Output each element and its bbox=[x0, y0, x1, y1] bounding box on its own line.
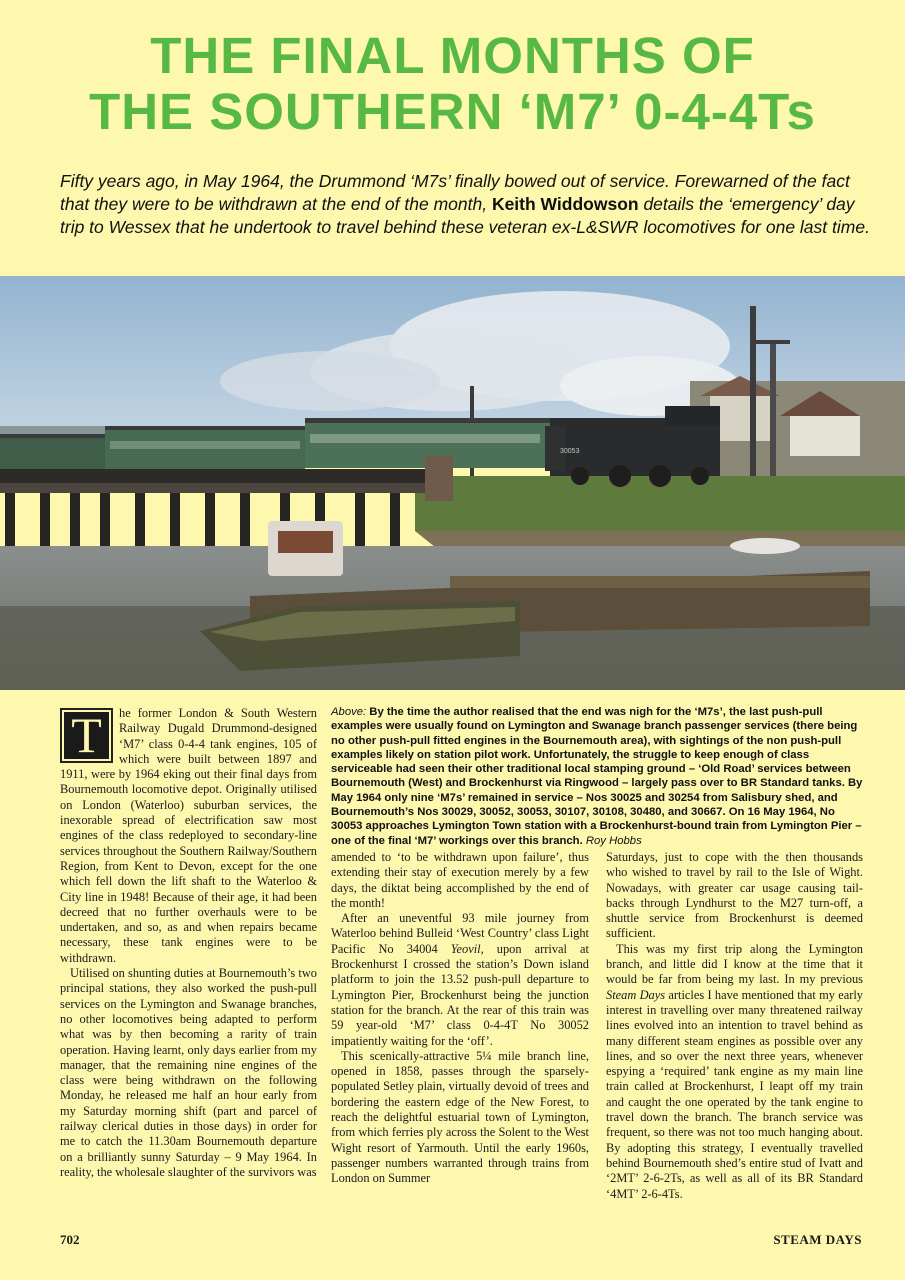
drop-cap: T bbox=[60, 708, 113, 763]
standfirst bbox=[60, 170, 870, 239]
lead-photo bbox=[0, 276, 905, 690]
standfirst-after: details the ‘emergency’ day trip to Wessex that he undertook to travel behind these veteran ex-L&SWR locomotives for one last time. bbox=[60, 194, 870, 237]
viaduct-deck bbox=[0, 469, 430, 483]
title-line-1: THE FINAL MONTHS OF bbox=[150, 27, 755, 84]
locomotive bbox=[550, 418, 720, 476]
paragraph-3: amended to ‘to be withdrawn upon failure’, thus extending their stay of execution merely by a few days, the diktat being accomplished by the end of the month! bbox=[331, 850, 589, 910]
column-1 bbox=[60, 706, 317, 1180]
magazine-reference: Steam Days bbox=[606, 987, 666, 1002]
photo-caption bbox=[331, 705, 864, 848]
paragraph-1: he former London & South Western Railway Dugald Drummond-designed ‘M7’ class 0-4-4 tank engines, 105 of which were built between 1897 and 1911, were by 1964 eking out their final days from Bournemouth locomotive depot. Originally utilised on London (Waterloo) suburban services, the inexorable spread of electrification saw most engines of the class redeployed to secondary-line services throughout the Southern Railway/Southern Region, from Kent to Devon, except for the one which fell down the lift shaft to the Waterloo & City line in 1948! Because of their age, it had been decreed that no further overhauls were to be undertaken, and so, as and when repairs became necessary, these tank engines were to be withdrawn. bbox=[60, 706, 317, 965]
column-3 bbox=[606, 850, 863, 1202]
photo-credit: Roy Hobbs bbox=[585, 834, 642, 847]
author-name: Keith Widdowson bbox=[491, 194, 639, 214]
paragraph-2: Utilised on shunting duties at Bournemouth’s two principal stations, they also worked the push-pull services on the Lymington and Swanage branches, no other locomotives being adapted to perform what was by then becoming a rarity of train operation. Having learnt, only days earlier from my manager, that the remaining nine engines of the class were being withdrawn on the following Monday, he released me half an hour early from my Saturday morning shift (part and parcel of railway clerical duties in those days) in order for me to catch the 11.30am Bournemouth departure on a brilliantly sunny Saturday – 9 May 1964. In reality, the wholesale slaughter of the survivors was bbox=[60, 966, 317, 1179]
coach-1 bbox=[0, 436, 105, 472]
viaduct-pier bbox=[425, 456, 453, 501]
article-title bbox=[0, 28, 905, 140]
caption-lead: Above: bbox=[331, 706, 367, 718]
caption-text: By the time the author realised that the end was nigh for the ‘M7s’, the last push-pull examples were usually found on Lymington and Swanage branch passenger services (there being no other push-pull fitted engines in the Bournemouth area), with sightings of the non push-pull examples likely on station pilot work. Unfortunately, the struggle to keep enough of class serviceable had seen their other traditional local stamping ground – ‘Old Road’ services between Bournemouth (West) and Brockenhurst via Ringwood – largely pass over to BR Standard tanks. By May 1964 only nine ‘M7s’ remained in service – Nos 30025 and 30254 from Salisbury shed, and Bournemouth’s Nos 30029, 30052, 30053, 30107, 30108, 30480, and 30667. On 16 May 1964, No 30053 approaches Lymington Town station with a Brockenhurst-bound train from Lymington Pier – one of the final ‘M7’ workings over this branch. bbox=[331, 706, 863, 847]
magazine-name: STEAM DAYS bbox=[773, 1232, 862, 1247]
column-2 bbox=[331, 850, 589, 1187]
loco-name: Yeovil bbox=[450, 941, 481, 956]
paragraph-7: This was my first trip along the Lymington branch, and little did I know at the time that it would be far from being my last. In my previous Steam Days articles I have mentioned that my early interest in travelling over many threatened railway lines evolved into an intention to travel behind as many different steam engines as possible over any lines, and so over the next three years, whenever espying a ‘required’ tank engine as my main line train called at Brockenhurst, I leapt off my train and caught the one operated by the tank engine to travel down the branch. The branch service was frequent, so there was not too much hanging about. By adopting this strategy, I eventually travelled behind Bournemouth shed’s entire stud of Ivatt and ‘2MT’ 2-6-2Ts, as well as all of its BR Standard ‘4MT’ 2-6-4Ts. bbox=[606, 941, 863, 1201]
page-number: 702 bbox=[60, 1232, 80, 1247]
signal-post bbox=[750, 306, 756, 476]
standfirst-before: Fifty years ago, in May 1964, the Drummond ‘M7s’ finally bowed out of service. Forewarned of the fact that they were to be withdrawn at the end of the month, bbox=[60, 171, 850, 214]
dinghy bbox=[730, 538, 800, 554]
paragraph-6: Saturdays, just to cope with the then thousands who wished to travel by rail to the Isle of Wight. Nowadays, with greater car usage causing tail-backs through Lyndhurst to the M27 turn-off, a shuttle service from Brockenhurst is deemed sufficient. bbox=[606, 850, 863, 941]
title-line-2: THE SOUTHERN ‘M7’ 0-4-4Ts bbox=[89, 83, 816, 140]
paragraph-5: This scenically-attractive 5¼ mile branch line, opened in 1858, passes through the sparsely-populated Setley plain, virtually devoid of trees and bordering the eastern edge of the New Forest, to reach the delightful estuarial town of Lymington, from which ferries ply across the Solent to the West Wight resort of Yarmouth. Until the early 1960s, passenger numbers warranted through trains from London on Summer bbox=[331, 1048, 589, 1186]
loco-number: 30053 bbox=[560, 448, 580, 455]
paragraph-4: After an uneventful 93 mile journey from Waterloo behind Bulleid ‘West Country’ class Light Pacific No 34004 Yeovil, upon arrival at Brockenhurst I crossed the station’s Down island platform to join the 13.52 push-pull departure to Lymington Pier, Brockenhurst being the junction station for the branch. At the rear of this train was 59 year-old ‘M7’ class 0-4-4T No 30052 impatiently waiting for the ‘off’. bbox=[331, 911, 589, 1048]
